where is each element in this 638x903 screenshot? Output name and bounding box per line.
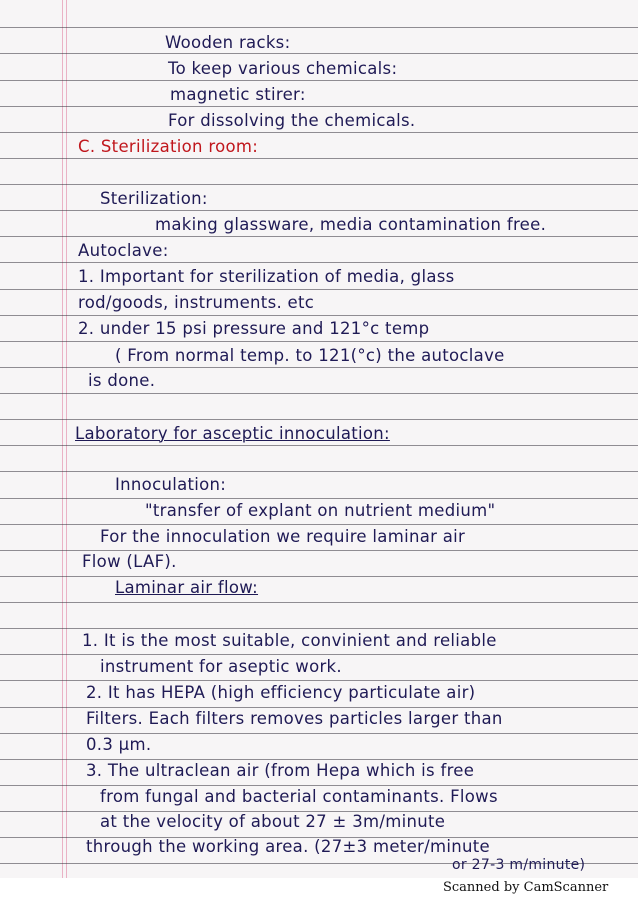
rule-line — [0, 524, 638, 525]
subheading-autoclave: Autoclave: — [78, 241, 169, 260]
line-laf-point-1b: instrument for aseptic work. — [100, 657, 342, 676]
line-innoculation-definition: "transfer of explant on nutrient medium" — [145, 501, 496, 520]
rule-line — [0, 236, 638, 237]
rule-line — [0, 341, 638, 342]
line-magnetic-stirrer: magnetic stirer: — [170, 85, 306, 104]
rule-line — [0, 132, 638, 133]
rule-line — [0, 158, 638, 159]
rule-line — [0, 289, 638, 290]
scanner-watermark: Scanned by CamScanner — [443, 880, 609, 895]
line-laf-point-3c: at the velocity of about 27 ± 3m/minute — [100, 812, 446, 831]
rule-line — [0, 53, 638, 54]
line-autoclave-point-1: 1. Important for sterilization of media, glass — [78, 267, 455, 286]
line-laf-abbr: Flow (LAF). — [82, 552, 177, 571]
rule-line — [0, 576, 638, 577]
rule-line — [0, 262, 638, 263]
rule-line — [0, 628, 638, 629]
rule-line — [0, 680, 638, 681]
rule-line — [0, 654, 638, 655]
line-require-laf: For the innoculation we require laminar air — [100, 527, 466, 546]
heading-laboratory-asceptic: Laboratory for asceptic innoculation: — [75, 424, 390, 443]
rule-line — [0, 393, 638, 394]
line-dissolving: For dissolving the chemicals. — [168, 111, 416, 130]
line-laf-point-2c: 0.3 µm. — [86, 735, 152, 754]
subheading-laminar-air-flow: Laminar air flow: — [115, 578, 259, 597]
rule-line — [0, 210, 638, 211]
rule-line — [0, 471, 638, 472]
rule-line — [0, 184, 638, 185]
rule-line — [0, 367, 638, 368]
line-autoclave-point-2b: ( From normal temp. to 121(°c) the autoclave — [115, 346, 505, 365]
subheading-sterilization: Sterilization: — [100, 189, 208, 208]
subheading-innoculation: Innoculation: — [115, 475, 227, 494]
rule-line — [0, 602, 638, 603]
line-keep-chemicals: To keep various chemicals: — [168, 59, 398, 78]
rule-line — [0, 445, 638, 446]
rule-line — [0, 419, 638, 420]
rule-line — [0, 80, 638, 81]
line-laf-point-2: 2. It has HEPA (high efficiency particulate air) — [86, 683, 476, 702]
rule-line — [0, 106, 638, 107]
line-laf-point-3b: from fungal and bacterial contaminants. Flows — [100, 787, 498, 806]
line-laf-point-2b: Filters. Each filters removes particles larger than — [86, 709, 503, 728]
line-laf-point-3e: or 27-3 m/minute) — [452, 857, 586, 873]
heading-sterilization-room: C. Sterilization room: — [78, 137, 259, 156]
line-laf-point-1: 1. It is the most suitable, convinient and reliable — [82, 631, 497, 650]
line-autoclave-point-2: 2. under 15 psi pressure and 121°c temp — [78, 319, 430, 338]
line-autoclave-point-1b: rod/goods, instruments. etc — [78, 293, 315, 312]
line-wooden-racks: Wooden racks: — [165, 33, 291, 52]
line-autoclave-point-2c: is done. — [88, 371, 156, 390]
line-laf-point-3: 3. The ultraclean air (from Hepa which is free — [86, 761, 475, 780]
line-contamination-free: making glassware, media contamination free. — [155, 215, 547, 234]
rule-line — [0, 498, 638, 499]
rule-line — [0, 27, 638, 28]
line-laf-point-3d: through the working area. (27±3 meter/minute — [86, 837, 490, 856]
rule-line — [0, 315, 638, 316]
